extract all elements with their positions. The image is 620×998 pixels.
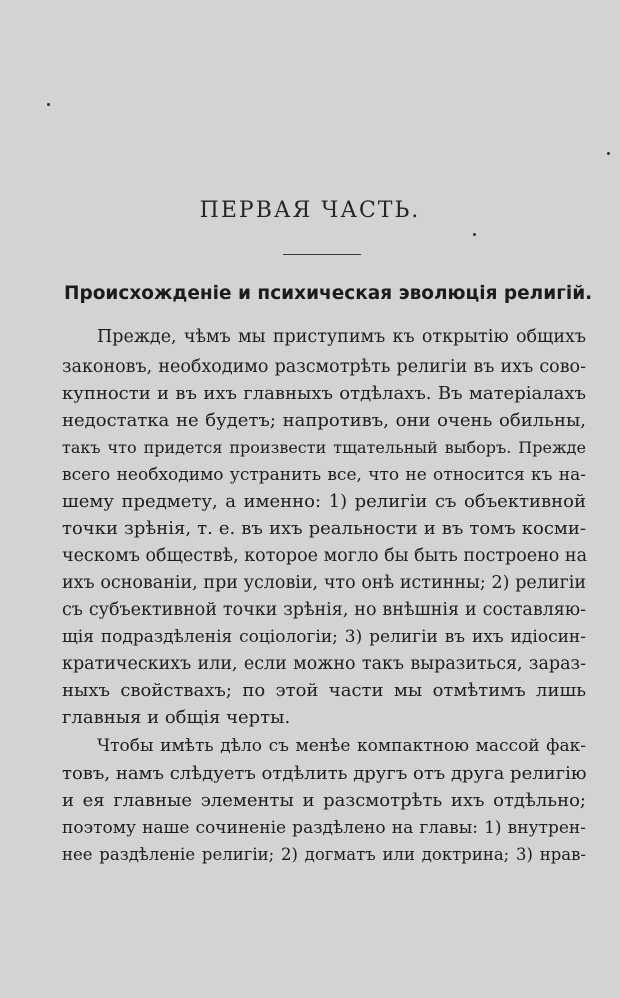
part-title: ПЕРВАЯ ЧАСТЬ.: [199, 198, 421, 223]
title-divider: [283, 254, 361, 255]
paragraph-2-line: товъ, намъ слѣдуетъ отдѣлить другъ отъ друга религію: [62, 763, 587, 784]
paragraph-1-line: главныя и общія черты.: [62, 707, 291, 728]
paragraph-1-line: недостатка не будетъ; напротивъ, они очень обильны,: [62, 410, 586, 431]
paragraph-1-line: законовъ, необходимо разсмотрѣть религіи въ ихъ сово-: [62, 357, 586, 377]
paragraph-1-line: купности и въ ихъ главныхъ отдѣлахъ. Въ матеріалахъ: [62, 383, 586, 404]
ink-speck: [473, 233, 476, 236]
paragraph-1-line: ческомъ обществѣ, которое могло бы быть построено на: [62, 546, 587, 566]
paragraph-2-line: Чтобы имѣть дѣло съ менѣе компактною массой фак-: [97, 736, 586, 756]
paragraph-2-line: нее раздѣленіе религіи; 2) догматъ или доктрина; 3) нрав-: [62, 845, 586, 864]
paragraph-1-line: точки зрѣнія, т. е. въ ихъ реальности и въ томъ косми-: [62, 518, 586, 539]
paragraph-1-line: ныхъ свойствахъ; по этой части мы отмѣтимъ лишь: [62, 680, 586, 701]
paragraph-1-line: такъ что придется произвести тщательный выборъ. Прежде: [62, 438, 586, 457]
paragraph-1-line: щія подраздѣленія соціологіи; 3) религіи въ ихъ идіосин-: [62, 627, 586, 647]
ink-speck: [47, 103, 50, 106]
paragraph-1-line: съ субъективной точки зрѣнія, но внѣшнія и составляю-: [62, 600, 586, 620]
section-heading: Происхожденіе и психическая эволюція религій.: [64, 283, 593, 304]
paragraph-1-line: всего необходимо устранить все, что не относится къ на-: [62, 465, 586, 485]
paragraph-1-line: ихъ основаніи, при условіи, что онѣ истинны; 2) религіи: [62, 573, 586, 593]
paragraph-1-line: Прежде, чѣмъ мы приступимъ къ открытію общихъ: [97, 327, 586, 347]
ink-speck: [607, 152, 610, 155]
paragraph-2-line: и ея главные элементы и разсмотрѣть ихъ отдѣльно;: [62, 790, 586, 811]
paragraph-2-line: поэтому наше сочиненіе раздѣлено на главы: 1) внутрен-: [62, 818, 586, 838]
paragraph-1-line: шему предмету, а именно: 1) религіи съ объективной: [62, 491, 586, 512]
paragraph-1-line: кратическихъ или, если можно такъ выразиться, зараз-: [62, 654, 586, 674]
